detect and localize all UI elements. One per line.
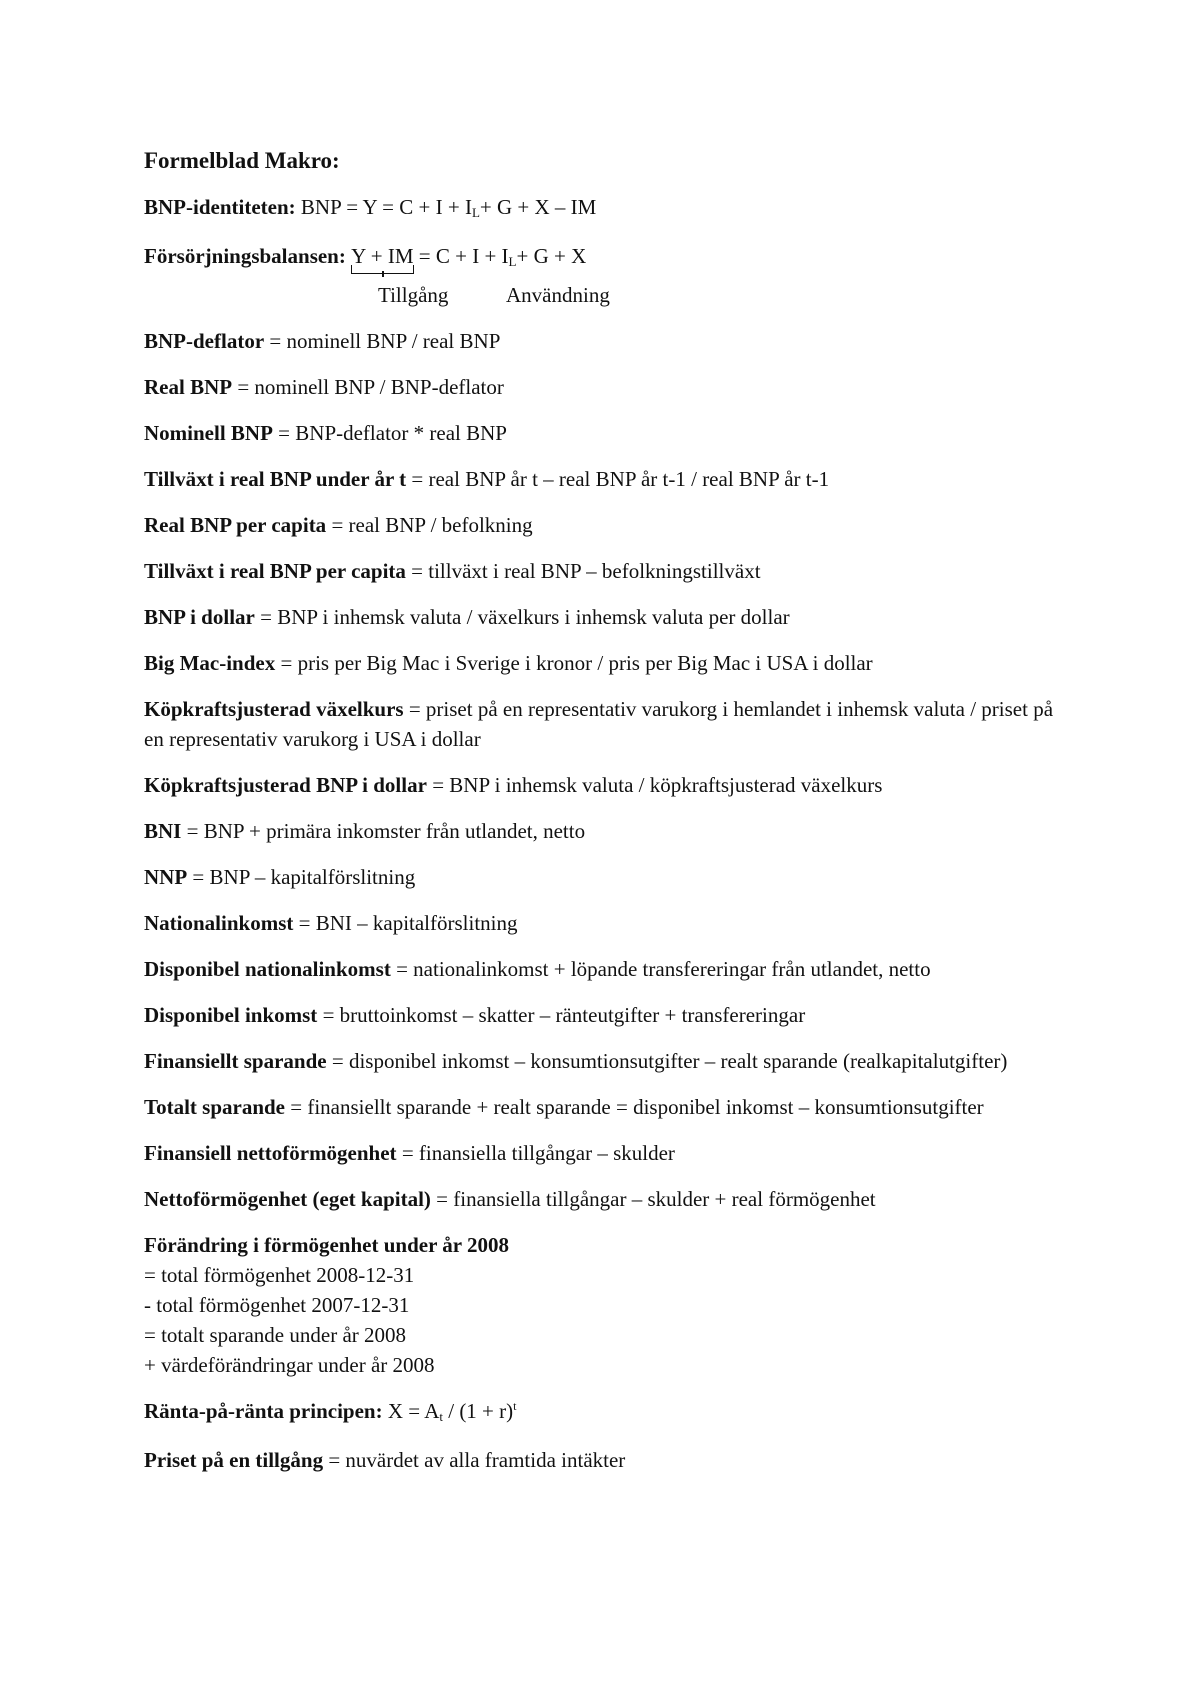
entry-definition: = BNP – kapitalförslitning: [187, 865, 416, 889]
entry-term: BNP-identiteten:: [144, 195, 296, 219]
entry-bnp-identiteten: [144, 192, 1074, 225]
entry-term: BNP-deflator: [144, 329, 265, 353]
supply-expression: Y + IM: [351, 244, 414, 268]
entry-formula-mid: = C + I + I: [413, 244, 509, 268]
entry-definition: = real BNP / befolkning: [326, 513, 533, 537]
entry-definition: = nominell BNP / BNP-deflator: [232, 375, 504, 399]
entry-forandring-formogenhet: [144, 1230, 1074, 1380]
entry-item: [144, 1138, 1074, 1168]
entry-item: [144, 556, 1074, 586]
entry-term: Köpkraftsjusterad BNP i dollar: [144, 773, 427, 797]
entry-term: Real BNP per capita: [144, 513, 327, 537]
entry-item: [144, 908, 1074, 938]
entry-term: Totalt sparande: [144, 1095, 286, 1119]
entry-item: [144, 1184, 1074, 1214]
formula-line: = total förmögenhet 2008-12-31: [144, 1263, 415, 1287]
entry-ranta-pa-ranta: [144, 1396, 1074, 1429]
entry-item: [144, 418, 1074, 448]
entry-definition: = tillväxt i real BNP – befolkningstillväxt: [405, 559, 761, 583]
label-tillgang: Tillgång: [378, 283, 449, 307]
entry-priset-tillgang: [144, 1445, 1074, 1475]
entry-term: Tillväxt i real BNP under år t: [144, 467, 407, 491]
subscript: L: [471, 205, 480, 220]
entry-definition: = bruttoinkomst – skatter – ränteutgifter + transfereringar: [317, 1003, 806, 1027]
subscript: t: [439, 1409, 443, 1424]
entry-term: Big Mac-index: [144, 651, 276, 675]
entry-definition: = nominell BNP / real BNP: [264, 329, 501, 353]
entry-item: [144, 1092, 1074, 1122]
supply-group: [351, 241, 413, 271]
entry-item: [144, 694, 1074, 754]
entry-item: [144, 1000, 1074, 1030]
entry-term: Tillväxt i real BNP per capita: [144, 559, 406, 583]
entry-definition: = priset på en representativ varukorg i hemlandet i inhemsk valuta / priset på en representativ varukorg i USA i dollar: [144, 697, 1054, 751]
entry-definition: = BNP-deflator * real BNP: [272, 421, 507, 445]
entry-item: [144, 326, 1074, 356]
entry-formula-end: / (1 + r): [442, 1399, 514, 1423]
entry-item: [144, 862, 1074, 892]
entry-definition: = pris per Big Mac i Sverige i kronor / pris per Big Mac i USA i dollar: [275, 651, 873, 675]
formula-line: = totalt sparande under år 2008: [144, 1323, 407, 1347]
entry-term: Förändring i förmögenhet under år 2008: [144, 1233, 509, 1257]
entry-term: Real BNP: [144, 375, 233, 399]
formula-line: - total förmögenhet 2007-12-31: [144, 1293, 410, 1317]
entry-term: Disponibel nationalinkomst: [144, 957, 391, 981]
entry-item: [144, 510, 1074, 540]
entry-term: Nominell BNP: [144, 421, 273, 445]
entry-formula-end: + G + X: [516, 244, 587, 268]
entry-term: Finansiell nettoförmögenhet: [144, 1141, 397, 1165]
brace-labels: [144, 280, 1074, 310]
entry-definition: = finansiellt sparande + realt sparande = disponibel inkomst – konsumtionsutgifter: [285, 1095, 984, 1119]
entry-item: [144, 1046, 1074, 1076]
entry-term: Nationalinkomst: [144, 911, 294, 935]
entry-term: Disponibel inkomst: [144, 1003, 318, 1027]
entry-definition: = disponibel inkomst – konsumtionsutgifter – realt sparande (realkapitalutgifter): [326, 1049, 1008, 1073]
entry-term: BNP i dollar: [144, 605, 255, 629]
entry-definition: = BNI – kapitalförslitning: [293, 911, 518, 935]
entry-item: [144, 954, 1074, 984]
entry-definition: = nationalinkomst + löpande transfereringar från utlandet, netto: [390, 957, 931, 981]
entry-item: [144, 816, 1074, 846]
entry-definition: = real BNP år t – real BNP år t-1 / real BNP år t-1: [406, 467, 830, 491]
entry-definition: = BNP i inhemsk valuta / växelkurs i inhemsk valuta per dollar: [254, 605, 790, 629]
entry-definition: = finansiella tillgångar – skulder + real förmögenhet: [430, 1187, 876, 1211]
entry-formula-start: BNP = Y = C + I + I: [295, 195, 472, 219]
page-title: Formelblad Makro:: [144, 148, 340, 173]
entry-item: [144, 372, 1074, 402]
entry-definition: = nuvärdet av alla framtida intäkter: [323, 1448, 626, 1472]
entry-forsorjningsbalansen: [144, 241, 1074, 274]
entry-formula-end: + G + X – IM: [479, 195, 597, 219]
entry-definition: = BNP + primära inkomster från utlandet, netto: [181, 819, 586, 843]
superscript: t: [513, 1399, 517, 1413]
entry-term: BNI: [144, 819, 182, 843]
entry-item: [144, 464, 1074, 494]
entry-item: [144, 770, 1074, 800]
label-anvandning: Användning: [506, 283, 610, 307]
entry-term: NNP: [144, 865, 188, 889]
entry-term: Nettoförmögenhet (eget kapital): [144, 1187, 431, 1211]
entry-definition: = finansiella tillgångar – skulder: [396, 1141, 675, 1165]
entry-term: Försörjningsbalansen:: [144, 244, 346, 268]
entry-term: Köpkraftsjusterad växelkurs: [144, 697, 404, 721]
entry-term: Ränta-på-ränta principen:: [144, 1399, 383, 1423]
underbrace-icon: [351, 265, 413, 274]
formula-line: + värdeförändringar under år 2008: [144, 1353, 435, 1377]
entry-formula-start: X = A: [382, 1399, 440, 1423]
formula-sheet: [144, 146, 1074, 1491]
entry-definition: = BNP i inhemsk valuta / köpkraftsjusterad växelkurs: [426, 773, 883, 797]
entry-term: Priset på en tillgång: [144, 1448, 324, 1472]
subscript: L: [508, 254, 517, 269]
entry-item: [144, 602, 1074, 632]
entry-item: [144, 648, 1074, 678]
entry-term: Finansiellt sparande: [144, 1049, 327, 1073]
